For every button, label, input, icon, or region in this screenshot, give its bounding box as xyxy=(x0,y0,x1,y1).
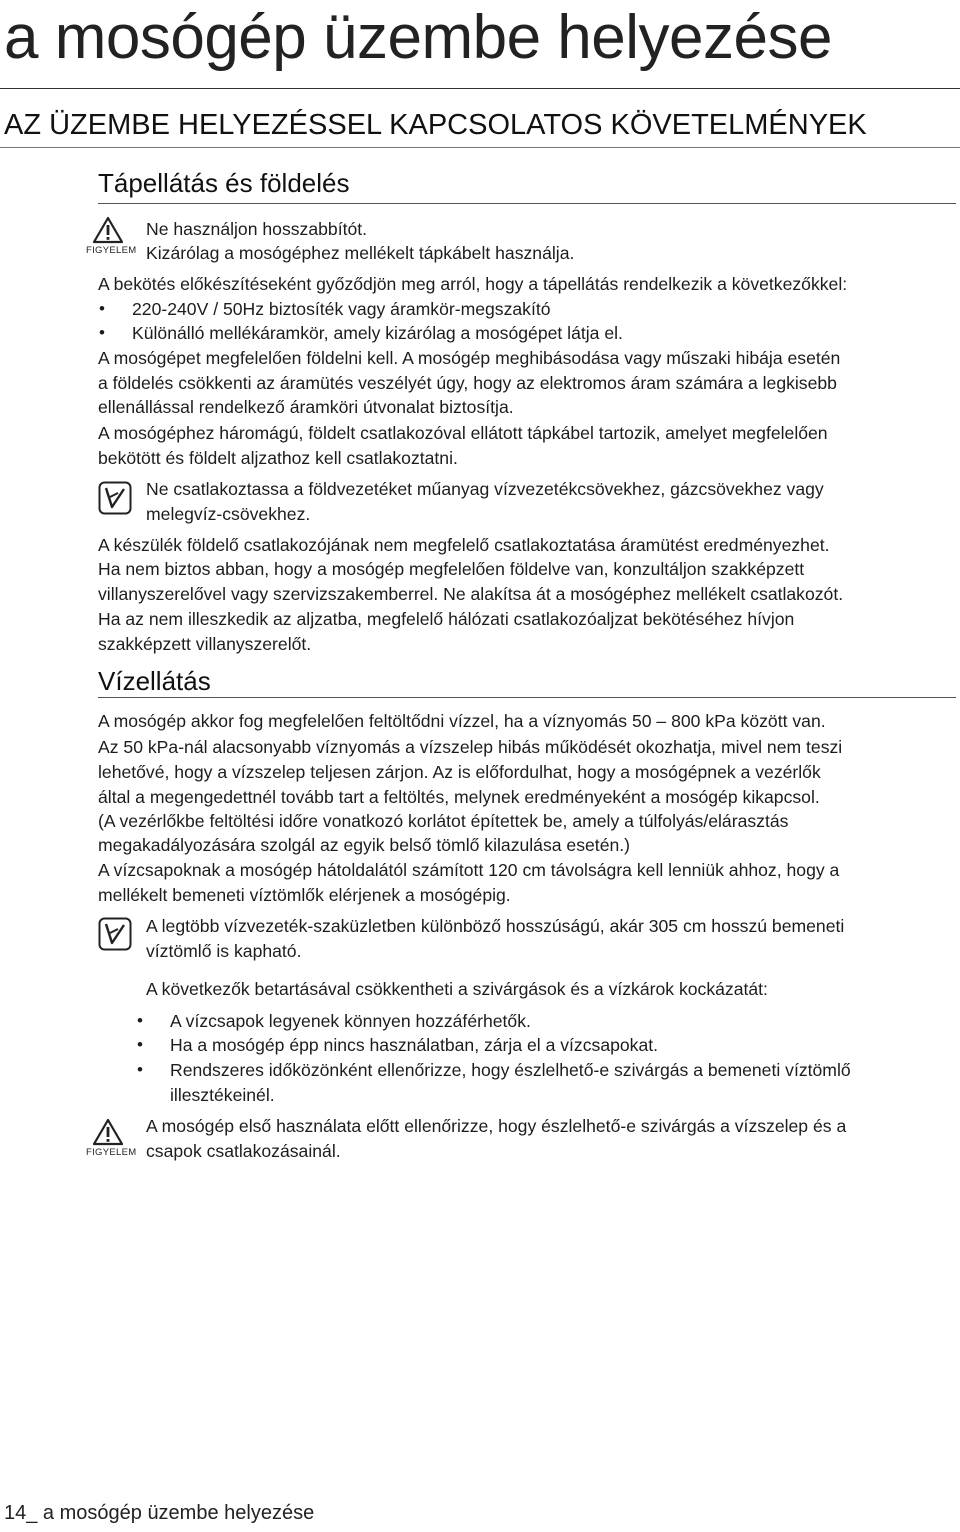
paragraph-line: A készülék földelő csatlakozójának nem megfelelő csatlakoztatása áramütést eredményezhet. xyxy=(98,535,830,555)
paragraph-line: Ha nem biztos abban, hogy a mosógép megfelelően földelve van, konzultáljon szakképzett xyxy=(98,559,805,579)
note-icon xyxy=(98,917,132,956)
paragraph-line: szakképzett villanyszerelőt. xyxy=(98,634,312,654)
paragraph-line: A mosógép akkor fog megfelelően feltöltődni vízzel, ha a víznyomás 50 – 800 kPa között van. xyxy=(98,711,826,731)
warning-text-line: Kizárólag a mosógéphez mellékelt tápkábelt használja. xyxy=(146,243,575,263)
chapter-rule xyxy=(0,88,960,89)
paragraph-line: villanyszerelővel vagy szervizszakemberrel. Ne alakítsa át a mosógéphez mellékelt csatlakozót. xyxy=(98,584,844,604)
list-item: • A vízcsapok legyenek könnyen hozzáférhetők. xyxy=(170,1009,531,1034)
paragraph-line: megakadályozására szolgál az egyik belső tömlő kilazulása esetén.) xyxy=(98,835,631,855)
section-title: AZ ÜZEMBE HELYEZÉSSEL KAPCSOLATOS KÖVETELMÉNYEK xyxy=(4,109,867,141)
section-rule xyxy=(0,147,960,148)
list-item: • 220-240V / 50Hz biztosíték vagy áramkör-megszakító xyxy=(132,297,551,322)
paragraph-line: ellenállással rendelkező áramköri útvonalat biztosítja. xyxy=(98,397,514,417)
paragraph-line: Az 50 kPa-nál alacsonyabb víznyomás a vízszelep hibás működését okozhatja, mivel nem teszi xyxy=(98,737,843,757)
list-item: • Különálló mellékáramkör, amely kizárólag a mosógépet látja el. xyxy=(132,321,623,346)
chapter-title: a mosógép üzembe helyezése xyxy=(4,3,832,72)
note-icon xyxy=(98,481,132,520)
warning-text-line: Ne használjon hosszabbítót. xyxy=(146,219,368,239)
paragraph-line: A vízcsapoknak a mosógép hátoldalától számított 120 cm távolságra kell lenniük ahhoz, hogy a xyxy=(98,860,840,880)
paragraph-line: mellékelt bemeneti víztömlők elérjenek a mosógépig. xyxy=(98,885,511,905)
power-intro: A bekötés előkészítéseként győződjön meg arról, hogy a tápellátás rendelkezik a következőkkel: xyxy=(98,274,848,294)
paragraph-line: bekötött és földelt aljzathoz kell csatlakoztatni. xyxy=(98,448,458,468)
note-text-line: víztömlő is kapható. xyxy=(146,941,302,961)
paragraph-line: A mosógépet megfelelően földelni kell. A mosógép meghibásodása vagy műszaki hibája esetén xyxy=(98,348,841,368)
note-text-line: A legtöbb vízvezeték-szaküzletben különböző hosszúságú, akár 305 cm hosszú bemeneti xyxy=(146,916,845,936)
paragraph-line: A mosógéphez háromágú, földelt csatlakozóval ellátott tápkábel tartozik, amelyet megfelelően xyxy=(98,423,828,443)
subsection-rule-water xyxy=(98,697,956,698)
warning-block-1 xyxy=(86,216,137,256)
paragraph-line: Ha az nem illeszkedik az aljzatba, megfelelő hálózati csatlakozóaljzat bekötéséhez hívjon xyxy=(98,609,795,629)
warning-text-line: A mosógép első használata előtt ellenőrizze, hogy észlelhető-e szivárgás a vízszelep és a xyxy=(146,1116,847,1136)
warning-triangle-icon xyxy=(92,1118,124,1146)
subsection-title-power: Tápellátás és földelés xyxy=(98,168,350,198)
list-item-continuation: illesztékeinél. xyxy=(170,1085,275,1105)
pencil-note-icon xyxy=(98,917,132,951)
list-item: • Ha a mosógép épp nincs használatban, zárja el a vízcsapokat. xyxy=(170,1033,658,1058)
subsection-rule-power xyxy=(98,203,956,204)
note-text-line: melegvíz-csövekhez. xyxy=(146,504,311,524)
warning-triangle-icon xyxy=(92,216,124,244)
paragraph-line: által a megengedettnél tovább tart a feltöltés, melynek eredményeként a mosógép kikapcsol. xyxy=(98,787,820,807)
pencil-note-icon xyxy=(98,481,132,515)
paragraph-line: (A vezérlőkbe feltöltési időre vonatkozó korlátot építettek be, amely a túlfolyás/elárasztás xyxy=(98,811,789,831)
paragraph-line: lehetővé, hogy a vízszelep teljesen zárjon. Az is előfordulhat, hogy a mosógépnek a vezérlők xyxy=(98,762,821,782)
page-footer: 14_ a mosógép üzembe helyezése xyxy=(4,1502,315,1524)
water-intro: A következők betartásával csökkentheti a szivárgások és a vízkárok kockázatát: xyxy=(146,979,768,999)
warning-label: FIGYELEM xyxy=(86,1147,137,1158)
paragraph-line: a földelés csökkenti az áramütés veszélyét úgy, hogy az elektromos áram számára a legkisebb xyxy=(98,373,837,393)
warning-label: FIGYELEM xyxy=(86,245,137,256)
note-text-line: Ne csatlakoztassa a földvezetéket műanyag vízvezetékcsövekhez, gázcsövekhez vagy xyxy=(146,479,824,499)
subsection-title-water: Vízellátás xyxy=(98,666,211,696)
warning-text-line: csapok csatlakozásainál. xyxy=(146,1141,341,1161)
list-item: • Rendszeres időközönként ellenőrizze, hogy észlelhető-e szivárgás a bemeneti víztömlő xyxy=(170,1058,851,1083)
warning-block-2 xyxy=(86,1118,137,1158)
